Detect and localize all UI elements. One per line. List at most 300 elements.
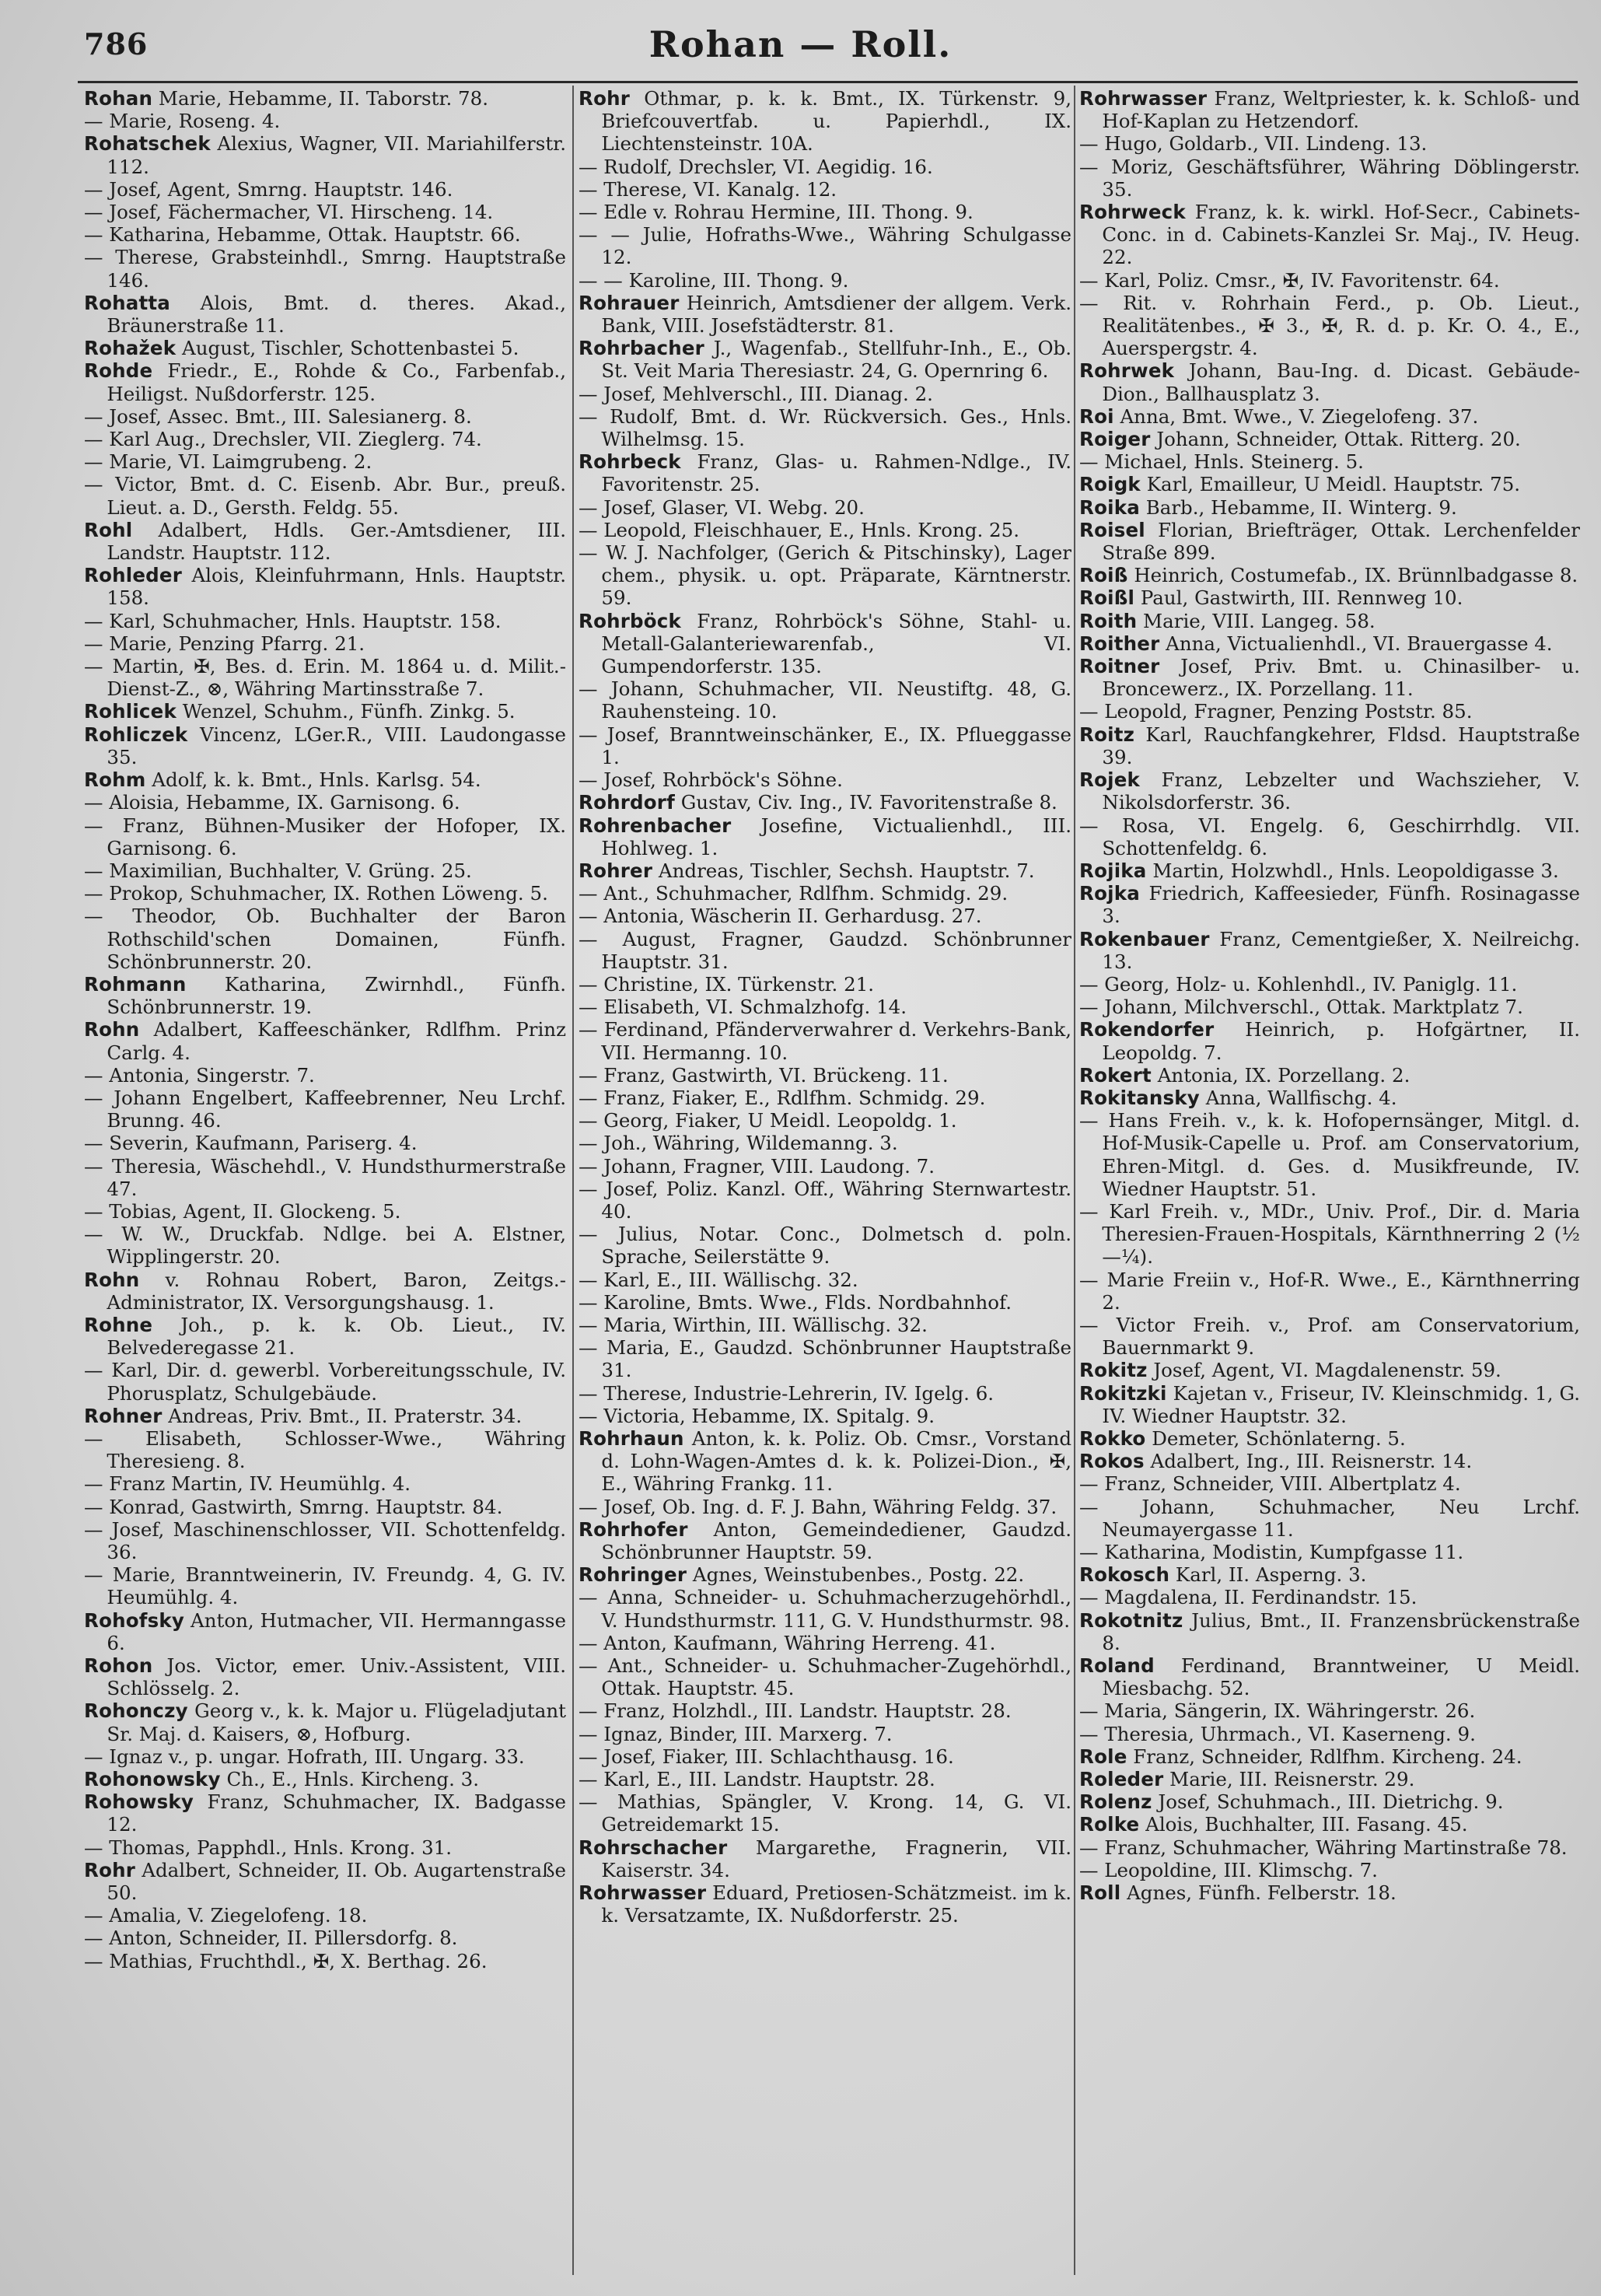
surname: Roißl xyxy=(1079,586,1135,610)
directory-entry xyxy=(1079,655,1580,700)
directory-entry xyxy=(84,1087,566,1132)
surname: Rohrenbacher xyxy=(579,814,732,837)
directory-entry xyxy=(84,700,566,723)
directory-entry xyxy=(84,1496,566,1518)
entry-text: — — Karoline, III. Thong. 9. xyxy=(579,268,849,292)
entry-text: — Karl, Schuhmacher, Hnls. Hauptstr. 158. xyxy=(84,609,502,632)
entry-text: Eduard, Pretiosen-Schätzmeist. im k. k. Versatzamte, IX. Nußdorferstr. 25. xyxy=(601,1881,1071,1927)
directory-entry xyxy=(579,1881,1071,1927)
directory-entry xyxy=(84,1768,566,1790)
entry-text: — Josef, Rohrböck's Söhne. xyxy=(579,768,843,792)
entry-text: — Josef, Maschinenschlosser, VII. Schottenfeldg. 36. xyxy=(84,1517,566,1563)
directory-entry xyxy=(579,269,1071,292)
directory-entry xyxy=(1079,1859,1580,1881)
directory-entry xyxy=(579,1745,1071,1768)
surname: Rojika xyxy=(1079,859,1147,882)
directory-entry xyxy=(579,405,1071,450)
directory-entry xyxy=(579,723,1071,768)
directory-entry xyxy=(579,1586,1071,1631)
directory-entry xyxy=(84,87,566,110)
directory-entry xyxy=(84,1563,566,1608)
entry-text: Ferdinand, Branntweiner, U Meidl. Miesbachg. 52. xyxy=(1102,1654,1580,1700)
directory-entry xyxy=(1079,1087,1580,1109)
directory-entry xyxy=(1079,132,1580,155)
entry-text: — Tobias, Agent, II. Glockeng. 5. xyxy=(84,1199,401,1223)
directory-entry xyxy=(579,1699,1071,1722)
entry-text: Margarethe, Fragnerin, VII. Kaiserstr. 34. xyxy=(601,1836,1071,1881)
entry-text: — Therese, VI. Kanalg. 12. xyxy=(579,177,837,201)
directory-entry xyxy=(84,1472,566,1495)
directory-entry xyxy=(579,1427,1071,1496)
entry-text: Adolf, k. k. Bmt., Hnls. Karlsg. 54. xyxy=(145,768,481,792)
entry-text: Johann, Bau-Ing. d. Dicast. Gebäude-Dion., Ballhausplatz 3. xyxy=(1102,359,1580,405)
surname: Rohrwek xyxy=(1079,359,1175,383)
directory-entry xyxy=(84,655,566,700)
directory-entry xyxy=(579,1064,1071,1087)
directory-entry xyxy=(579,791,1071,814)
entry-text: Othmar, p. k. k. Bmt., IX. Türkenstr. 9, Briefcouvertfab. u. Papierhdl., IX. Liechtensteinstr. 10A. xyxy=(601,87,1071,156)
directory-entry xyxy=(579,496,1071,519)
directory-entry xyxy=(579,1087,1071,1109)
entry-text: Demeter, Schönlaterng. 5. xyxy=(1145,1426,1406,1450)
entry-text: Anton, Hutmacher, VII. Hermanngasse 6. xyxy=(107,1608,566,1654)
entry-text: — W. W., Druckfab. Ndlge. bei A. Elstner, Wipplingerstr. 20. xyxy=(84,1223,566,1269)
directory-entry xyxy=(1079,1790,1580,1813)
directory-entry xyxy=(84,564,566,609)
surname: Rokenbauer xyxy=(1079,927,1210,950)
surname: Rohrbacher xyxy=(579,337,704,360)
entry-text: Karl, Rauchfangkehrer, Fldsd. Hauptstraße 39. xyxy=(1102,723,1580,768)
directory-entry xyxy=(579,677,1071,723)
surname: Rohrauer xyxy=(579,291,680,314)
directory-entry xyxy=(84,882,566,905)
directory-entry xyxy=(579,1269,1071,1291)
directory-entry xyxy=(84,1155,566,1200)
directory-entry xyxy=(1079,201,1580,269)
directory-entry xyxy=(1079,723,1580,768)
entry-text: — Elisabeth, Schlosser-Wwe., Währing Theresieng. 8. xyxy=(84,1426,566,1473)
column-1 xyxy=(84,87,566,2280)
entry-text: Franz, Weltpriester, k. k. Schloß- und Hof-Kaplan zu Hetzendorf. xyxy=(1102,87,1580,133)
directory-entry xyxy=(579,973,1071,996)
directory-entry xyxy=(1079,996,1580,1018)
entry-text: — Anton, Schneider, II. Pillersdorfg. 8. xyxy=(84,1927,458,1950)
entry-text: Marie, VIII. Langeg. 58. xyxy=(1137,609,1376,632)
entry-text: Antonia, IX. Porzellang. 2. xyxy=(1151,1063,1410,1087)
directory-entry xyxy=(579,87,1071,156)
entry-text: — Josef, Poliz. Kanzl. Off., Währing Sternwartestr. 40. xyxy=(579,1177,1071,1223)
surname: Rohringer xyxy=(579,1563,687,1587)
directory-entry xyxy=(84,359,566,404)
entry-text: Adalbert, Hdls. Ger.-Amtsdiener, III. Landstr. Hauptstr. 112. xyxy=(107,518,566,565)
directory-entry xyxy=(579,928,1071,973)
directory-entry xyxy=(579,1018,1071,1063)
directory-entry xyxy=(579,1563,1071,1586)
entry-text: — Josef, Assec. Bmt., III. Salesianerg. 8. xyxy=(84,404,472,428)
surname: Roisel xyxy=(1079,518,1145,541)
entry-text: — Franz, Bühnen-Musiker der Hofoper, IX. Garnisong. 6. xyxy=(84,814,566,859)
directory-entry xyxy=(84,1859,566,1904)
entry-text: — Aloisia, Hebamme, IX. Garnisong. 6. xyxy=(84,791,460,814)
directory-entry xyxy=(1079,269,1580,292)
directory-entry xyxy=(579,814,1071,859)
entry-text: August, Tischler, Schottenbastei 5. xyxy=(176,337,519,360)
directory-entry xyxy=(1079,1427,1580,1450)
surname: Rohrhofer xyxy=(579,1517,688,1541)
entry-text: Heinrich, Amtsdiener der allgem. Verk. Bank, VIII. Josefstädterstr. 81. xyxy=(601,291,1071,338)
entry-text: Martin, Holzwhdl., Hnls. Leopoldigasse 3. xyxy=(1146,859,1559,882)
directory-entry xyxy=(579,1518,1071,1563)
entry-text: — Georg, Holz- u. Kohlenhdl., IV. Paniglg. 11. xyxy=(1079,972,1518,996)
entry-text: — Franz, Fiaker, E., Rdlfhm. Schmidg. 29. xyxy=(579,1086,986,1109)
directory-entry xyxy=(84,1359,566,1404)
directory-entry xyxy=(1079,859,1580,882)
entry-text: — Prokop, Schuhmacher, IX. Rothen Löweng. 5. xyxy=(84,882,548,905)
directory-entry xyxy=(1079,632,1580,655)
surname: Rojek xyxy=(1079,768,1141,792)
directory-entry xyxy=(579,610,1071,678)
directory-entry xyxy=(579,1836,1071,1881)
surname: Rohrer xyxy=(579,859,653,882)
directory-entry xyxy=(579,859,1071,882)
entry-text: — Josef, Agent, Smrng. Hauptstr. 146. xyxy=(84,177,453,201)
directory-entry xyxy=(1079,1609,1580,1654)
surname: Roitner xyxy=(1079,655,1160,678)
surname: Rohlicek xyxy=(84,700,177,723)
entry-text: Joh., p. k. k. Ob. Lieut., IV. Belvederegasse 21. xyxy=(107,1313,566,1360)
directory-entry xyxy=(1079,1472,1580,1495)
entry-text: Josef, Agent, VI. Magdalenenstr. 59. xyxy=(1147,1359,1501,1382)
entry-text: Anton, Gemeindediener, Gaudzd. Schönbrunner Hauptstr. 59. xyxy=(601,1517,1071,1563)
entry-text: v. Rohnau Robert, Baron, Zeitgs.-Administrator, IX. Versorgungshausg. 1. xyxy=(107,1268,566,1314)
running-head: Rohan — Roll. xyxy=(648,23,953,65)
surname: Rohl xyxy=(84,518,133,541)
entry-text: — Rudolf, Drechsler, VI. Aegidig. 16. xyxy=(579,155,933,178)
entry-text: Karl, Emailleur, U Meidl. Hauptstr. 75. xyxy=(1140,473,1521,496)
entry-text: Katharina, Zwirnhdl., Fünfh. Schönbrunnerstr. 19. xyxy=(107,972,566,1019)
directory-entry xyxy=(1079,1654,1580,1699)
entry-text: — Karl, Poliz. Cmsr., ✠, IV. Favoritenstr. 64. xyxy=(1079,268,1500,292)
entry-text: Alexius, Wagner, VII. Mariahilferstr. 112. xyxy=(107,132,566,178)
directory-entry xyxy=(84,1223,566,1268)
entry-text: Franz, Schneider, Rdlfhm. Kircheng. 24. xyxy=(1127,1745,1522,1768)
directory-entry xyxy=(579,223,1071,268)
directory-entry xyxy=(1079,473,1580,495)
entry-text: — Moriz, Geschäftsführer, Währing Döblingerstr. 35. xyxy=(1079,155,1580,201)
directory-entry xyxy=(1079,1109,1580,1200)
entry-text: Marie, III. Reisnerstr. 29. xyxy=(1163,1768,1415,1791)
directory-entry xyxy=(1079,1723,1580,1745)
entry-text: — Magdalena, II. Ferdinandstr. 15. xyxy=(1079,1586,1417,1609)
entry-text: — Karl Aug., Drechsler, VII. Zieglerg. 74. xyxy=(84,428,482,451)
directory-entry xyxy=(1079,564,1580,586)
entry-text: Franz, Schuhmacher, IX. Badgasse 12. xyxy=(107,1790,566,1836)
directory-entry xyxy=(1079,814,1580,859)
directory-entry xyxy=(84,1064,566,1087)
directory-entry xyxy=(84,1200,566,1223)
surname: Rohleder xyxy=(84,564,182,587)
directory-entry xyxy=(1079,428,1580,450)
directory-entry xyxy=(1079,156,1580,201)
column-divider xyxy=(572,86,574,2275)
entry-text: Adalbert, Ing., III. Reisnerstr. 14. xyxy=(1144,1450,1473,1473)
entry-text: — Franz Martin, IV. Heumühlg. 4. xyxy=(84,1472,411,1496)
directory-entry xyxy=(84,1790,566,1836)
directory-entry xyxy=(579,1132,1071,1154)
directory-entry xyxy=(1079,1382,1580,1427)
directory-entry xyxy=(579,1723,1071,1745)
entry-text: — Amalia, V. Ziegelofeng. 18. xyxy=(84,1904,368,1927)
entry-text: Josef, Priv. Bmt. u. Chinasilber- u. Broncewerz., IX. Porzellang. 11. xyxy=(1102,655,1580,701)
directory-entry xyxy=(84,814,566,859)
directory-entry xyxy=(579,383,1071,405)
directory-entry xyxy=(579,1314,1071,1336)
entry-text: — Michael, Hnls. Steinerg. 5. xyxy=(1079,450,1364,474)
entry-text: Adalbert, Schneider, II. Ob. Augartenstraße 50. xyxy=(107,1858,566,1905)
directory-entry xyxy=(579,1109,1071,1132)
directory-entry xyxy=(1079,1200,1580,1269)
entry-text: — Johann, Milchverschl., Ottak. Marktplatz 7. xyxy=(1079,996,1523,1019)
directory-entry xyxy=(84,1745,566,1768)
directory-entry xyxy=(84,723,566,768)
entry-text: Franz, Rohrböck's Söhne, Stahl- u. Metall-Galanteriewarenfab., VI. Gumpendorferstr. 135. xyxy=(601,609,1071,678)
entry-text: — Franz, Gastwirth, VI. Brückeng. 11. xyxy=(579,1063,949,1087)
surname: Rohne xyxy=(84,1313,153,1336)
directory-entry xyxy=(1079,1745,1580,1768)
entry-text: Agnes, Fünfh. Felberstr. 18. xyxy=(1120,1881,1397,1905)
surname: Rokert xyxy=(1079,1063,1152,1087)
entry-text: Gustav, Civ. Ing., IV. Favoritenstraße 8. xyxy=(674,791,1057,814)
directory-entry xyxy=(1079,882,1580,927)
directory-entry xyxy=(84,1405,566,1427)
directory-entry xyxy=(1079,1450,1580,1472)
entry-text: — Theodor, Ob. Buchhalter der Baron Rothschild'schen Domainen, Fünfh. Schönbrunnerstr. 20. xyxy=(84,905,566,973)
entry-text: — Martin, ✠, Bes. d. Erin. M. 1864 u. d. Milit.-Dienst-Z., ⊗, Währing Martinsstraße 7. xyxy=(84,655,566,701)
surname: Rohrhaun xyxy=(579,1426,684,1450)
directory-entry xyxy=(84,132,566,177)
entry-text: Heinrich, p. Hofgärtner, II. Leopoldg. 7. xyxy=(1102,1018,1580,1064)
directory-entry xyxy=(1079,1018,1580,1063)
surname: Rohrböck xyxy=(579,609,682,632)
directory-entry xyxy=(1079,1359,1580,1381)
surname: Roleder xyxy=(1079,1768,1164,1791)
entry-text: Josefine, Victualienhdl., III. Hohlweg. 1. xyxy=(601,814,1071,859)
directory-entry xyxy=(84,610,566,632)
column-divider xyxy=(1074,86,1075,2275)
entry-text: — Leopold, Fragner, Penzing Poststr. 85. xyxy=(1079,700,1473,723)
directory-entry xyxy=(84,201,566,223)
directory-entry xyxy=(1079,405,1580,428)
directory-entry xyxy=(579,1291,1071,1314)
entry-text: — Leopoldine, III. Klimschg. 7. xyxy=(1079,1858,1378,1881)
directory-entry xyxy=(1079,700,1580,723)
surname: Rohr xyxy=(84,1858,136,1881)
directory-entry xyxy=(579,541,1071,610)
directory-entry xyxy=(84,905,566,973)
entry-text: — Theresia, Uhrmach., VI. Kaserneng. 9. xyxy=(1079,1722,1476,1745)
directory-entry xyxy=(84,1518,566,1563)
surname: Roiß xyxy=(1079,564,1128,587)
entry-text: — Antonia, Singerstr. 7. xyxy=(84,1063,315,1087)
directory-entry xyxy=(579,905,1071,927)
surname: Rohonczy xyxy=(84,1699,188,1723)
directory-entry xyxy=(84,178,566,201)
directory-entry xyxy=(1079,292,1580,360)
directory-entry xyxy=(579,292,1071,337)
entry-text: — Rosa, VI. Engelg. 6, Geschirrhdlg. VII. Schottenfeldg. 6. xyxy=(1079,814,1580,859)
surname: Rohonowsky xyxy=(84,1768,221,1791)
entry-text: — Josef, Glaser, VI. Webg. 20. xyxy=(579,495,865,519)
surname: Rojka xyxy=(1079,882,1140,905)
directory-entry xyxy=(579,1382,1071,1405)
entry-text: — August, Fragner, Gaudzd. Schönbrunner Hauptstr. 31. xyxy=(579,927,1071,973)
surname: Roi xyxy=(1079,404,1114,428)
entry-text: J., Wagenfab., Stellfuhr-Inh., E., Ob. St. Veit Maria Theresiastr. 24, G. Opernring 6. xyxy=(601,337,1071,383)
entry-text: — Joh., Währing, Wildemanng. 3. xyxy=(579,1132,898,1155)
entry-text: — Marie, VI. Laimgrubeng. 2. xyxy=(84,450,372,474)
entry-text: — Konrad, Gastwirth, Smrng. Hauptstr. 84. xyxy=(84,1495,503,1518)
directory-entry xyxy=(84,1269,566,1314)
entry-text: — Rudolf, Bmt. d. Wr. Rückversich. Ges., Hnls. Wilhelmsg. 15. xyxy=(579,404,1071,451)
entry-text: — Josef, Branntweinschänker, E., IX. Pflueggasse 1. xyxy=(579,723,1071,768)
surname: Roika xyxy=(1079,495,1140,519)
directory-entry xyxy=(579,996,1071,1018)
directory-entry xyxy=(579,1496,1071,1518)
directory-entry xyxy=(579,1768,1071,1790)
entry-text: — Severin, Kaufmann, Pariserg. 4. xyxy=(84,1132,418,1155)
entry-text: — Katharina, Hebamme, Ottak. Hauptstr. 66. xyxy=(84,223,521,247)
surname: Roith xyxy=(1079,609,1138,632)
directory-entry xyxy=(579,178,1071,201)
surname: Rohrbeck xyxy=(579,450,681,474)
entry-text: — Leopold, Fleischhauer, E., Hnls. Krong. 25. xyxy=(579,518,1019,541)
entry-text: Alois, Bmt. d. theres. Akad., Bräunerstraße 11. xyxy=(107,291,566,338)
entry-text: — Anna, Schneider- u. Schuhmacherzugehörhdl., V. Hundsthurmstr. 111, G. V. Hundsthurmstr. 98. xyxy=(579,1586,1071,1632)
directory-entry xyxy=(1079,1269,1580,1314)
entry-text: Wenzel, Schuhm., Fünfh. Zinkg. 5. xyxy=(176,700,516,723)
entry-text: Anton, k. k. Poliz. Ob. Cmsr., Vorstand d. Lohn-Wagen-Amtes d. k. k. Polizei-Dion., ✠, E., Währing Frankg. 11. xyxy=(601,1426,1071,1496)
surname: Rokotnitz xyxy=(1079,1608,1183,1632)
entry-text: — Ignaz v., p. ungar. Hofrath, III. Ungarg. 33. xyxy=(84,1745,525,1768)
entry-text: Friedr., E., Rohde & Co., Farbenfab., Heiligst. Nußdorferstr. 125. xyxy=(107,359,566,405)
surname: Rokendorfer xyxy=(1079,1018,1215,1041)
entry-text: — Marie, Branntweinerin, IV. Freundg. 4, G. IV. Heumühlg. 4. xyxy=(84,1563,566,1609)
directory-entry xyxy=(84,1654,566,1699)
entry-text: — Julius, Notar. Conc., Dolmetsch d. poln. Sprache, Seilerstätte 9. xyxy=(579,1223,1071,1269)
entry-text: — Georg, Fiaker, U Meidl. Leopoldg. 1. xyxy=(579,1109,957,1132)
entry-text: — Karl, E., III. Landstr. Hauptstr. 28. xyxy=(579,1768,935,1791)
directory-entry xyxy=(84,1927,566,1949)
entry-text: — Edle v. Rohrau Hermine, III. Thong. 9. xyxy=(579,201,974,224)
surname: Roland xyxy=(1079,1654,1155,1678)
directory-entry xyxy=(1079,1813,1580,1836)
directory-entry xyxy=(579,768,1071,791)
surname: Roitz xyxy=(1079,723,1135,746)
directory-entry xyxy=(84,1836,566,1859)
directory-entry xyxy=(579,450,1071,495)
surname: Rohatta xyxy=(84,291,171,314)
entry-text: — Hugo, Goldarb., VII. Lindeng. 13. xyxy=(1079,132,1428,156)
directory-entry xyxy=(579,1223,1071,1268)
directory-entry xyxy=(84,223,566,246)
directory-entry xyxy=(84,519,566,564)
directory-entry xyxy=(84,1132,566,1154)
directory-entry xyxy=(1079,1881,1580,1904)
directory-entry xyxy=(84,973,566,1018)
directory-entry xyxy=(1079,1496,1580,1541)
directory-entry xyxy=(1079,450,1580,473)
entry-text: Ch., E., Hnls. Kircheng. 3. xyxy=(220,1768,480,1791)
entry-text: — Marie Freiin v., Hof-R. Wwe., E., Kärnthnerring 2. xyxy=(1079,1268,1580,1314)
entry-text: Franz, k. k. wirkl. Hof-Secr., Cabinets-Conc. in d. Cabinets-Kanzlei Sr. Maj., IV. Heug. 22. xyxy=(1102,201,1580,269)
directory-entry xyxy=(84,1950,566,1972)
entry-text: Julius, Bmt., II. Franzensbrückenstraße 8. xyxy=(1102,1608,1580,1654)
entry-text: Vincenz, LGer.R., VIII. Laudongasse 35. xyxy=(107,723,566,768)
directory-entry xyxy=(579,1654,1071,1699)
surname: Rohmann xyxy=(84,972,187,996)
entry-text: — Karl Freih. v., MDr., Univ. Prof., Dir. d. Maria Theresien-Frauen-Hospitals, Kärnthnerring 2 (½—¼). xyxy=(1079,1199,1580,1269)
entry-text: — Maximilian, Buchhalter, V. Grüng. 25. xyxy=(84,859,472,882)
entry-text: Marie, Hebamme, II. Taborstr. 78. xyxy=(152,87,489,110)
column-3 xyxy=(1079,87,1580,2280)
entry-text: Franz, Lebzelter und Wachszieher, V. Nikolsdorferstr. 36. xyxy=(1102,768,1580,814)
entry-text: — Victor Freih. v., Prof. am Conservatorium, Bauernmarkt 9. xyxy=(1079,1313,1580,1360)
entry-text: — Maria, E., Gaudzd. Schönbrunner Hauptstraße 31. xyxy=(579,1336,1071,1382)
surname: Rokos xyxy=(1079,1450,1145,1473)
directory-entry xyxy=(579,1790,1071,1836)
directory-entry xyxy=(84,337,566,359)
entry-text: — Katharina, Modistin, Kumpfgasse 11. xyxy=(1079,1541,1464,1563)
entry-text: — Anton, Kaufmann, Währing Herreng. 41. xyxy=(579,1631,996,1654)
entry-text: — Rit. v. Rohrhain Ferd., p. Ob. Lieut., Realitätenbes., ✠ 3., ✠, R. d. p. Kr. O. 4., E., Auerspergstr. 4. xyxy=(1079,291,1580,360)
directory-entry xyxy=(84,428,566,450)
entry-text: — W. J. Nachfolger, (Gerich & Pitschinsky), Lager chem., physik. u. opt. Präparate, Kärntnerstr. 59. xyxy=(579,541,1071,610)
entry-text: Josef, Schuhmach., III. Dietrichg. 9. xyxy=(1152,1790,1504,1814)
directory-entry xyxy=(579,1178,1071,1223)
entry-text: — Ferdinand, Pfänderverwahrer d. Verkehrs-Bank, VII. Hermanng. 10. xyxy=(579,1018,1071,1064)
directory-entry xyxy=(1079,1563,1580,1586)
directory-entry xyxy=(84,473,566,518)
surname: Rokitzki xyxy=(1079,1381,1167,1405)
entry-text: Karl, II. Asperng. 3. xyxy=(1169,1563,1367,1587)
entry-text: Kajetan v., Friseur, IV. Kleinschmidg. 1, G. IV. Wiedner Hauptstr. 32. xyxy=(1102,1381,1580,1427)
entry-text: — Victoria, Hebamme, IX. Spitalg. 9. xyxy=(579,1404,935,1427)
entry-text: — Johann, Fragner, VIII. Laudong. 7. xyxy=(579,1154,935,1178)
entry-text: Heinrich, Costumefab., IX. Brünnlbadgasse 8. xyxy=(1127,564,1578,587)
directory-entry xyxy=(1079,519,1580,564)
entry-text: Franz, Cementgießer, X. Neilreichg. 13. xyxy=(1102,927,1580,973)
directory-entry xyxy=(84,1699,566,1745)
surname: Rokitansky xyxy=(1079,1086,1200,1109)
directory-entry xyxy=(1079,586,1580,609)
directory-entry xyxy=(1079,928,1580,973)
surname: Rohowsky xyxy=(84,1790,194,1814)
surname: Rohrschacher xyxy=(579,1836,728,1859)
directory-entry xyxy=(579,1405,1071,1427)
directory-entry xyxy=(579,156,1071,178)
entry-text: — Josef, Ob. Ing. d. F. J. Bahn, Währing Feldg. 37. xyxy=(579,1495,1057,1518)
entry-text: Franz, Glas- u. Rahmen-Ndlge., IV. Favoritenstr. 25. xyxy=(601,450,1071,496)
entry-text: — Hans Freih. v., k. k. Hofopernsänger, Mitgl. d. Hof-Musik-Capelle u. Prof. am Conservatorium, Ehren-Mitgl. d. Ges. d. Musikfreunde, IV. Wiedner Hauptstr. 51. xyxy=(1079,1109,1580,1200)
directory-entry xyxy=(579,337,1071,382)
directory-entry xyxy=(84,246,566,291)
directory-entry xyxy=(84,1018,566,1063)
entry-text: Andreas, Priv. Bmt., II. Praterstr. 34. xyxy=(162,1404,523,1427)
surname: Roither xyxy=(1079,632,1160,655)
entry-text: — Theresia, Wäschehdl., V. Hundsthurmerstraße 47. xyxy=(84,1154,566,1200)
entry-text: — Maria, Sängerin, IX. Währingerstr. 26. xyxy=(1079,1699,1476,1723)
entry-text: — Mathias, Spängler, V. Krong. 14, G. VI. Getreidemarkt 15. xyxy=(579,1790,1071,1836)
